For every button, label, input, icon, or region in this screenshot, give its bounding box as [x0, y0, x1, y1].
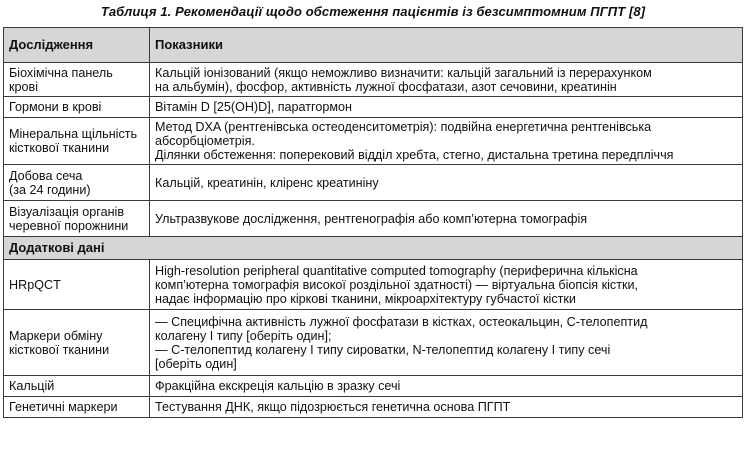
indicators-cell-line: Вітамін D [25(OH)D], паратгормон [155, 100, 352, 114]
study-cell-line: Мінеральна щільність [9, 127, 138, 141]
indicators-cell [150, 201, 743, 237]
column-header-study: Дослідження [4, 28, 150, 63]
extra-rows [4, 260, 743, 418]
indicators-cell-line: — С-телопептид колагену I типу сироватки, N-телопептид колагену I типу сечі [155, 342, 611, 357]
table-row [4, 201, 743, 237]
indicators-cell [150, 260, 743, 310]
table-row [4, 260, 743, 310]
study-cell-line: HRpQCT [9, 277, 61, 292]
study-cell [4, 397, 150, 418]
indicators-cell-line: на альбумін), фосфор, активність лужної фосфатази, азот сечовини, креатинін [155, 79, 617, 94]
study-cell-line: черевної порожнини [9, 218, 129, 233]
indicators-cell-line: Фракційна екскреція кальцію в зразку сечі [155, 379, 401, 393]
study-cell [4, 97, 150, 118]
indicators-cell-line: [оберіть один] [155, 356, 237, 371]
table-row [4, 97, 743, 118]
study-cell-line: Біохімічна панель [9, 65, 113, 80]
study-cell-line: крові [9, 79, 39, 94]
study-cell [4, 201, 150, 237]
main-rows [4, 63, 743, 237]
table-row [4, 63, 743, 97]
study-cell [4, 63, 150, 97]
table-row [4, 310, 743, 376]
table-row [4, 376, 743, 397]
study-cell-line: Гормони в крові [9, 100, 102, 114]
study-cell-line: кісткової тканини [9, 342, 110, 357]
study-cell [4, 310, 150, 376]
indicators-cell-line: Ділянки обстеження: поперековий відділ хребта, стегно, дистальна третина передпліччя [155, 148, 674, 162]
indicators-cell-line: надає інформацію про кіркові тканини, мікроархітектуру губчастої кістки [155, 291, 576, 306]
indicators-cell-line: комп’ютерна томографія високої роздільної здатності) — віртуальна біопсія кістки, [155, 277, 639, 292]
recommendations-table [3, 27, 743, 418]
indicators-cell-line: Кальцій іонізований (якщо неможливо визначити: кальцій загальний із перерахунком [155, 65, 652, 80]
study-cell [4, 376, 150, 397]
indicators-cell [150, 118, 743, 165]
indicators-cell [150, 310, 743, 376]
indicators-cell-line: Тестування ДНК, якщо підозрюється генетична основа ПГПТ [155, 400, 511, 414]
table-row [4, 118, 743, 165]
indicators-cell [150, 63, 743, 97]
indicators-cell [150, 165, 743, 201]
study-cell [4, 260, 150, 310]
column-header-indicators: Показники [150, 28, 743, 63]
indicators-cell-line: High-resolution peripheral quantitative computed tomography (периферична кількісна [155, 263, 638, 278]
indicators-cell-line: колагену I типу [оберіть один]; [155, 328, 332, 343]
indicators-cell [150, 376, 743, 397]
study-cell-line: Генетичні маркери [9, 400, 118, 414]
table-caption: Таблиця 1. Рекомендації щодо обстеження пацієнтів із безсимптомним ПГПТ [8] [100, 4, 646, 19]
indicators-cell [150, 397, 743, 418]
study-cell-line: (за 24 години) [9, 182, 91, 197]
table-header-row [4, 28, 743, 63]
section-row [4, 237, 743, 260]
study-cell-line: Кальцій [9, 379, 55, 393]
indicators-cell-line: абсорбціометрія. [155, 134, 255, 148]
study-cell [4, 118, 150, 165]
study-cell-line: кісткової тканини [9, 141, 110, 155]
table-row [4, 165, 743, 201]
study-cell-line: Маркери обміну [9, 328, 103, 343]
study-cell-line: Візуалізація органів [9, 204, 125, 219]
indicators-cell-line: Кальцій, креатинін, кліренс креатиніну [155, 175, 379, 190]
indicators-cell [150, 97, 743, 118]
indicators-cell-line: Метод DXA (рентгенівська остеоденситометрія): подвійна енергетична рентгенівська [155, 120, 652, 134]
section-title: Додаткові дані [4, 237, 743, 260]
indicators-cell-line: Ультразвукове дослідження, рентгенографія або комп’ютерна томографія [155, 211, 588, 226]
indicators-cell-line: — Специфічна активність лужної фосфатази в кістках, остеокальцин, С-телопептид [155, 314, 648, 329]
table-row [4, 397, 743, 418]
study-cell [4, 165, 150, 201]
study-cell-line: Добова сеча [9, 168, 83, 183]
